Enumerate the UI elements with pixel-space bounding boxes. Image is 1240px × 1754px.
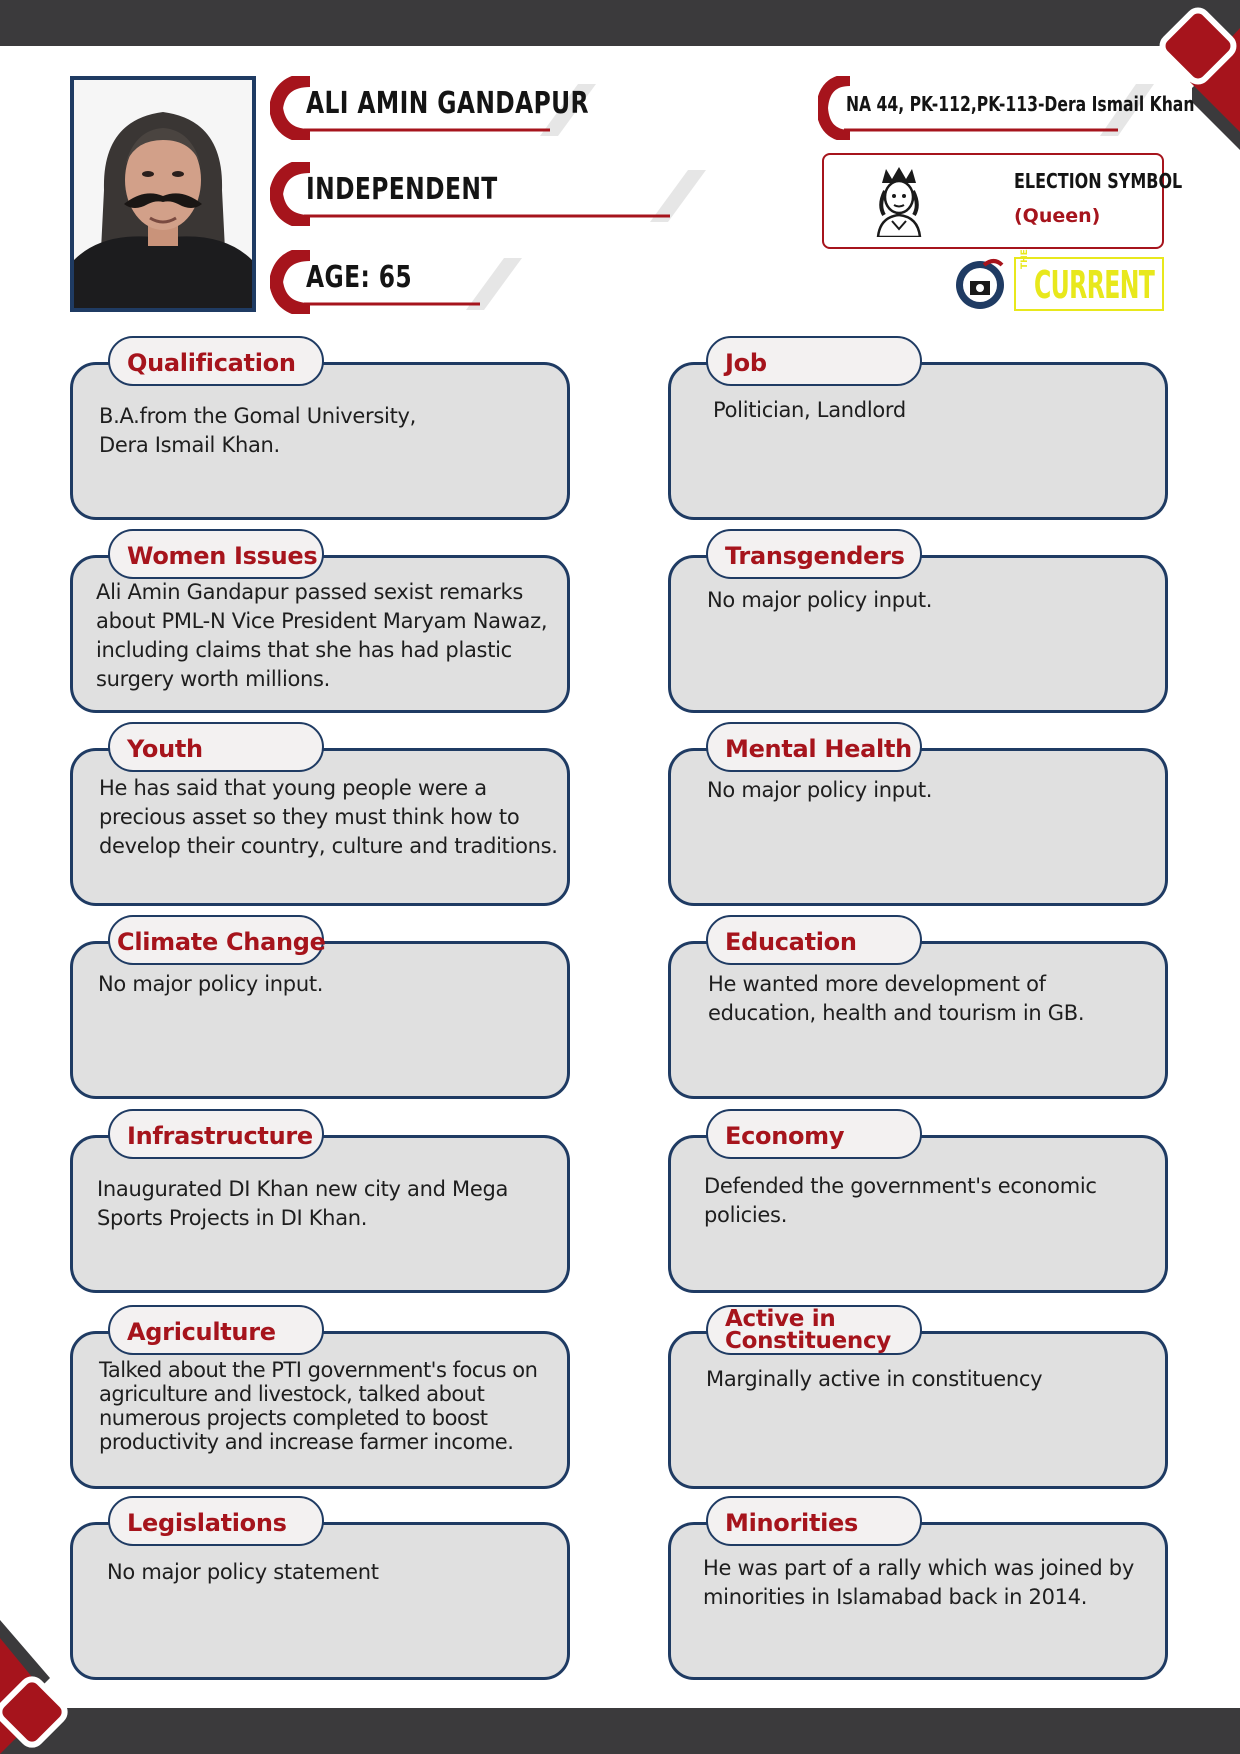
card-text: No major policy input. xyxy=(707,778,933,802)
constituency-label: NA 44, PK-112,PK-113-Dera Ismail Khan xyxy=(846,92,1195,116)
party-ribbon xyxy=(270,162,710,226)
card-text: No major policy input. xyxy=(707,588,933,612)
card-text: No major policy statement xyxy=(107,1560,379,1584)
card-tab xyxy=(706,722,922,772)
ballot-box-icon xyxy=(954,255,1010,313)
party-name: INDEPENDENT xyxy=(306,172,498,207)
the-current-logo xyxy=(1014,249,1164,311)
card-tab xyxy=(108,1305,324,1355)
card-tab xyxy=(706,1109,922,1159)
card-text: Talked about the PTI government's focus on agriculture and livestock, talked about numerous projects completed to boost productivity and increase farmer income. xyxy=(99,1358,538,1454)
top-bar xyxy=(0,0,1240,46)
card-transgenders xyxy=(668,529,1168,723)
card-education xyxy=(668,915,1168,1109)
card-mental-health xyxy=(668,722,1168,916)
card-title: Transgenders xyxy=(725,542,905,570)
candidate-age: AGE: 65 xyxy=(306,260,413,295)
card-tab xyxy=(706,915,922,965)
bottom-bar xyxy=(0,1708,1240,1754)
age-ribbon xyxy=(270,250,526,314)
card-text: He has said that young people were a precious asset so they must think how to develop their country, culture and traditions. xyxy=(99,776,558,858)
card-title: Education xyxy=(725,928,857,956)
candidate-name: ALI AMIN GANDAPUR xyxy=(306,86,589,121)
card-text: Marginally active in constituency xyxy=(706,1367,1043,1391)
card-tab xyxy=(706,529,922,579)
card-title: Climate Change xyxy=(117,928,326,956)
card-title: Active in Constituency xyxy=(725,1306,891,1354)
card-title: Minorities xyxy=(725,1509,859,1537)
logo-text: CURRENT xyxy=(1034,263,1155,307)
queen-symbol-icon xyxy=(864,165,934,237)
card-tab xyxy=(108,722,324,772)
card-title: Women Issues xyxy=(127,542,318,570)
card-legislations xyxy=(70,1496,570,1690)
election-symbol-value: (Queen) xyxy=(1014,205,1101,227)
card-text: No major policy input. xyxy=(98,972,324,996)
card-agriculture xyxy=(70,1305,570,1499)
candidate-name-ribbon xyxy=(270,76,600,140)
corner-diamond-top-right xyxy=(1150,0,1240,150)
card-text: Ali Amin Gandapur passed sexist remarks about PML-N Vice President Maryam Nawaz, including claims that she has had plastic surgery worth millions. xyxy=(96,580,548,691)
card-qualification xyxy=(70,336,570,530)
card-tab xyxy=(108,336,324,386)
card-women-issues xyxy=(70,529,570,723)
card-title: Economy xyxy=(725,1122,845,1150)
card-title: Infrastructure xyxy=(127,1122,313,1150)
card-tab xyxy=(108,1109,324,1159)
card-text: Inaugurated DI Khan new city and Mega Sports Projects in DI Khan. xyxy=(97,1177,509,1230)
card-infrastructure xyxy=(70,1109,570,1303)
card-title: Youth xyxy=(127,735,203,763)
card-tab xyxy=(108,915,324,965)
card-text: Politician, Landlord xyxy=(713,398,906,422)
card-title: Qualification xyxy=(127,349,296,377)
publisher-logos xyxy=(954,249,1166,313)
card-tab xyxy=(706,1305,922,1355)
logo-prefix: THE xyxy=(1020,249,1030,269)
card-youth xyxy=(70,722,570,916)
card-text: B.A.from the Gomal University, Dera Ismail Khan. xyxy=(99,404,417,457)
card-text: Defended the government's economic policies. xyxy=(704,1174,1097,1227)
card-title: Mental Health xyxy=(725,735,912,763)
constituency-ribbon xyxy=(818,76,1195,140)
card-minorities xyxy=(668,1496,1168,1690)
card-title: Legislations xyxy=(127,1509,287,1537)
card-tab xyxy=(108,529,324,579)
card-job xyxy=(668,336,1168,530)
election-symbol-box xyxy=(822,153,1183,249)
card-economy xyxy=(668,1109,1168,1303)
card-climate-change xyxy=(70,915,570,1109)
card-tab xyxy=(706,1496,922,1546)
card-title: Agriculture xyxy=(127,1318,276,1346)
election-symbol-heading: ELECTION SYMBOL xyxy=(1014,169,1183,193)
card-active-in-constituency xyxy=(668,1305,1168,1499)
candidate-photo xyxy=(70,76,256,312)
card-text: He wanted more development of education, health and tourism in GB. xyxy=(708,972,1085,1025)
card-tab xyxy=(706,336,922,386)
card-text: He was part of a rally which was joined by minorities in Islamabad back in 2014. xyxy=(703,1556,1134,1609)
card-tab xyxy=(108,1496,324,1546)
card-title: Job xyxy=(725,349,767,377)
